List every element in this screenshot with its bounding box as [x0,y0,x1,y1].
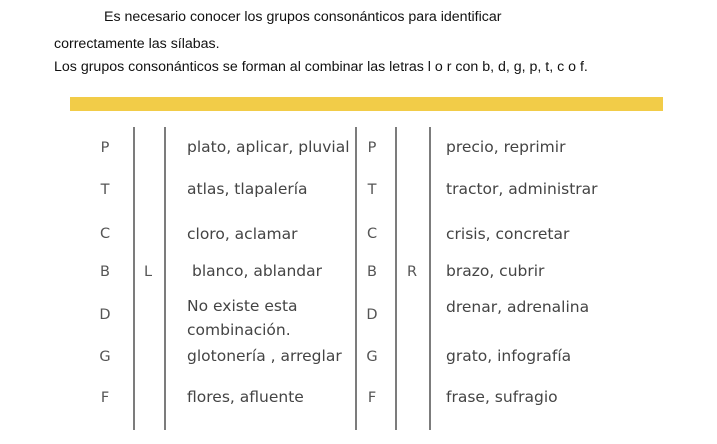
accent-bar [70,97,663,111]
l-row-4-examples: blanco, ablandar [192,262,323,280]
r-row-2-letter: T [367,182,377,198]
l-row-3-letter: C [99,226,111,242]
r-row-3-letter: C [366,226,378,242]
r-row-6-examples: grato, infografía [446,347,572,365]
r-row-4-examples: brazo, cubrir [446,262,545,280]
l-row-5-examples-line-2: combinación. [187,321,291,339]
l-row-2-examples: atlas, tlapalería [187,180,308,198]
l-row-7-letter: F [100,390,110,406]
r-row-6-letter: G [366,349,378,365]
l-row-5-examples-line-1: No existe esta [187,297,298,315]
l-row-2-letter: T [100,182,110,198]
r-row-4-letter: B [367,264,377,280]
l-row-6-examples: glotonería , arreglar [187,347,342,365]
l-row-5-letter: D [99,307,111,323]
r-row-5-examples: drenar, adrenalina [446,298,590,316]
l-row-6-letter: G [99,349,111,365]
r-row-1-letter: P [367,140,377,156]
intro-line-3: Los grupos consonánticos se forman al combinar las letras l o r con b, d, g, p, t, c o f. [54,59,588,75]
r-row-7-letter: F [367,390,377,406]
l-row-3-examples: cloro, aclamar [187,225,298,243]
l-row-1-examples: plato, aplicar, pluvial [187,138,350,156]
l-row-4-letter: B [100,264,110,280]
intro-line-1: Es necesario conocer los grupos consonánticos para identificar [104,9,502,25]
r-row-2-examples: tractor, administrar [446,180,598,198]
r-row-7-examples: frase, sufragio [446,388,558,406]
l-row-1-letter: P [100,140,110,156]
l-row-7-examples: flores, afluente [187,388,304,406]
r-row-3-examples: crisis, concretar [446,225,570,243]
l-connector: L [143,264,153,280]
r-connector: R [406,264,418,280]
intro-line-2: correctamente las sílabas. [54,36,220,52]
r-row-1-examples: precio, reprimir [446,138,566,156]
r-row-5-letter: D [366,307,378,323]
